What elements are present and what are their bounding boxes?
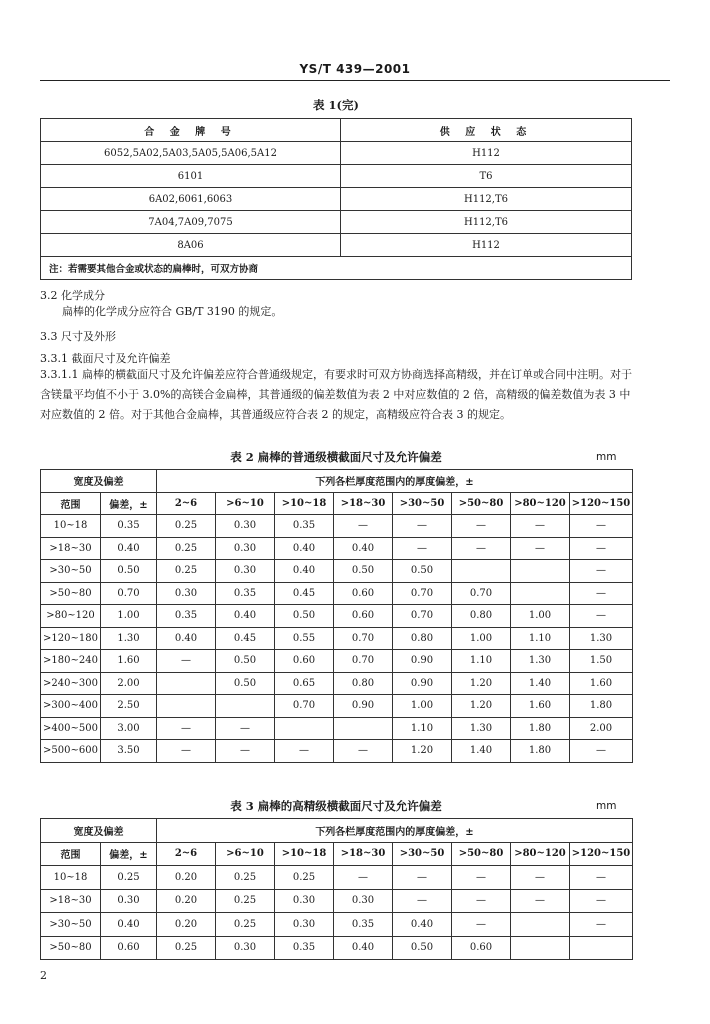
table2-cell: 2.50: [101, 695, 157, 718]
table2-cell: 0.40: [275, 537, 334, 560]
table2-cell: —: [275, 740, 334, 763]
table2-cell: —: [452, 515, 511, 538]
table3-cell: —: [570, 866, 633, 890]
table2-cell: 1.80: [511, 717, 570, 740]
table2-width-group-header: 宽度及偏差: [41, 470, 157, 493]
table2-header-cell: >10~18: [275, 492, 334, 515]
table3-group-header-row: [41, 819, 633, 843]
table2-cell: 0.50: [393, 560, 452, 583]
table2-cell: 0.80: [334, 672, 393, 695]
table1-col-alloy: 合 金 牌 号: [41, 119, 341, 142]
table2-caption: 表 2 扁棒的普通级横截面尺寸及允许偏差: [230, 450, 442, 464]
table2-header-cell: >6~10: [216, 492, 275, 515]
table1-cell: H112,T6: [341, 188, 632, 211]
table1-col-temper: 供 应 状 态: [341, 119, 632, 142]
table3-sub-header-row: [41, 842, 633, 866]
table2-row: [41, 515, 633, 538]
table3-header-cell: >50~80: [452, 842, 511, 866]
table2-cell: 10~18: [41, 515, 101, 538]
table2-cell: [511, 582, 570, 605]
table2-header-cell: 2~6: [157, 492, 216, 515]
table2-cell: —: [393, 537, 452, 560]
table2-cell: —: [452, 537, 511, 560]
table3-cell: —: [334, 866, 393, 890]
table2-header-cell: 范围: [41, 492, 101, 515]
table2-cell: [157, 695, 216, 718]
table1-header-row: [41, 119, 632, 142]
table3-row: [41, 889, 633, 913]
table2-header-cell: >30~50: [393, 492, 452, 515]
table2-cell: 0.25: [157, 515, 216, 538]
table3-cell: >50~80: [41, 936, 101, 960]
table3-cell: —: [570, 913, 633, 937]
table2-cell: >18~30: [41, 537, 101, 560]
table2-cell: 0.50: [334, 560, 393, 583]
table2-cell: 0.50: [216, 672, 275, 695]
table2-cell: —: [216, 740, 275, 763]
table2-cell: 0.40: [334, 537, 393, 560]
table2-cell: 1.10: [452, 650, 511, 673]
table2-cell: 0.60: [334, 605, 393, 628]
table2-cell: 0.35: [216, 582, 275, 605]
header-rule: [40, 80, 670, 81]
table2-header-cell: >120~150: [570, 492, 633, 515]
table2-row: [41, 740, 633, 763]
table3-header-cell: >30~50: [393, 842, 452, 866]
table1-row: [41, 234, 632, 257]
table3-cell: 0.25: [101, 866, 157, 890]
table3-cell: 0.35: [275, 936, 334, 960]
table2-row: [41, 717, 633, 740]
table2-cell: >180~240: [41, 650, 101, 673]
table3-cell: 0.25: [157, 936, 216, 960]
table2-cell: 1.20: [452, 672, 511, 695]
table2-cell: 0.60: [275, 650, 334, 673]
table2-cell: 1.40: [511, 672, 570, 695]
table3-cell: 0.40: [101, 913, 157, 937]
table2-header-cell: >18~30: [334, 492, 393, 515]
table2-row: [41, 695, 633, 718]
table3-body: [41, 866, 633, 960]
table3-cell: —: [511, 866, 570, 890]
table1-cell: H112: [341, 234, 632, 257]
table2-cell: 0.50: [216, 650, 275, 673]
table2-cell: —: [157, 740, 216, 763]
table2-cell: 1.00: [452, 627, 511, 650]
table2-cell: 1.30: [452, 717, 511, 740]
table2-cell: 0.30: [216, 537, 275, 560]
table2-row: [41, 537, 633, 560]
section-3-3-1-title: 3.3.1 截面尺寸及允许偏差: [40, 352, 171, 365]
table3-cell: 0.30: [334, 889, 393, 913]
table3: [40, 818, 633, 960]
table3-cell: —: [452, 889, 511, 913]
table2-cell: >500~600: [41, 740, 101, 763]
table2-row: [41, 672, 633, 695]
table2-cell: 1.30: [101, 627, 157, 650]
table3-cell: —: [393, 866, 452, 890]
table2-cell: —: [511, 537, 570, 560]
table2-cell: —: [216, 717, 275, 740]
table2-cell: 0.65: [275, 672, 334, 695]
table3-header-cell: >10~18: [275, 842, 334, 866]
table2-cell: 1.10: [393, 717, 452, 740]
table2-row: [41, 560, 633, 583]
table3-cell: —: [570, 889, 633, 913]
table3-cell: —: [511, 889, 570, 913]
table3-row: [41, 913, 633, 937]
table3-row: [41, 936, 633, 960]
section-3-3-title: 3.3 尺寸及外形: [40, 330, 116, 343]
table2-cell: —: [157, 717, 216, 740]
table2-cell: 1.60: [101, 650, 157, 673]
table2-cell: 0.70: [334, 650, 393, 673]
table2-cell: —: [570, 740, 633, 763]
table3-cell: 0.40: [393, 913, 452, 937]
table2-cell: 1.00: [393, 695, 452, 718]
table2-cell: 0.45: [216, 627, 275, 650]
table3-cell: 0.40: [334, 936, 393, 960]
table2-cell: 1.50: [570, 650, 633, 673]
table2-cell: 0.70: [393, 605, 452, 628]
table2-cell: 0.90: [334, 695, 393, 718]
table3-cell: 0.30: [275, 913, 334, 937]
table2: [40, 469, 633, 763]
table2-cell: 1.20: [393, 740, 452, 763]
table2-cell: 0.40: [157, 627, 216, 650]
table2-cell: >120~180: [41, 627, 101, 650]
table2-cell: [334, 717, 393, 740]
table2-cell: 0.80: [393, 627, 452, 650]
table3-cell: [511, 936, 570, 960]
table3-header-cell: >80~120: [511, 842, 570, 866]
table2-cell: 2.00: [570, 717, 633, 740]
table2-cell: 1.80: [511, 740, 570, 763]
table2-cell: [275, 717, 334, 740]
table3-cell: 0.25: [216, 889, 275, 913]
table2-cell: 0.90: [393, 672, 452, 695]
table2-cell: 3.00: [101, 717, 157, 740]
table2-cell: 0.50: [275, 605, 334, 628]
table1-cell: 7A04,7A09,7075: [41, 211, 341, 234]
table3-cell: 0.25: [275, 866, 334, 890]
table2-cell: [511, 560, 570, 583]
table3-thickness-group-header: 下列各栏厚度范围内的厚度偏差，±: [157, 819, 633, 843]
table1-row: [41, 142, 632, 165]
table3-cell: —: [393, 889, 452, 913]
table3-cell: >18~30: [41, 889, 101, 913]
table2-cell: —: [157, 650, 216, 673]
table2-cell: >80~120: [41, 605, 101, 628]
table3-cell: —: [452, 913, 511, 937]
table2-cell: 0.35: [101, 515, 157, 538]
table3-cell: 0.20: [157, 866, 216, 890]
table1-cell: 6052,5A02,5A03,5A05,5A06,5A12: [41, 142, 341, 165]
table2-thickness-group-header: 下列各栏厚度范围内的厚度偏差，±: [157, 470, 633, 493]
table2-cell: 0.30: [216, 560, 275, 583]
table2-cell: —: [570, 515, 633, 538]
table2-cell: —: [334, 515, 393, 538]
table1-cell: 6101: [41, 165, 341, 188]
table2-cell: 1.30: [511, 650, 570, 673]
section-3-2-title: 3.2 化学成分: [40, 289, 105, 302]
table3-header-cell: >6~10: [216, 842, 275, 866]
table2-cell: [157, 672, 216, 695]
table3-header-cell: 2~6: [157, 842, 216, 866]
table1-row: [41, 188, 632, 211]
table2-cell: 2.00: [101, 672, 157, 695]
table2-row: [41, 605, 633, 628]
table3-cell: 10~18: [41, 866, 101, 890]
table2-cell: 0.60: [334, 582, 393, 605]
table2-cell: 0.30: [216, 515, 275, 538]
table2-cell: 0.40: [275, 560, 334, 583]
table3-cell: —: [452, 866, 511, 890]
table2-cell: 0.80: [452, 605, 511, 628]
section-3-3-1-1-text: 3.3.1.1 扁棒的横截面尺寸及允许偏差应符合普通级规定，有要求时可双方协商选择高精级，并在订单或合同中注明。对于含镁量平均值不小于 3.0%的高镁合金扁棒，其普通级的偏差数值为表 2 中对应数值的 2 倍，高精级的偏差数值为表 3 中对应数值的 2 倍。对于其他合金扁棒，其普通级应符合表 2 的规定，高精级应符合表 3 的规定。: [40, 368, 632, 421]
table2-cell: 0.55: [275, 627, 334, 650]
table2-cell: 3.50: [101, 740, 157, 763]
table3-cell: 0.30: [216, 936, 275, 960]
table2-cell: 0.40: [101, 537, 157, 560]
table2-unit: mm: [596, 451, 617, 463]
table1-row: [41, 211, 632, 234]
table2-cell: 0.70: [275, 695, 334, 718]
table3-cell: 0.60: [101, 936, 157, 960]
table2-row: [41, 582, 633, 605]
table2-cell: —: [511, 515, 570, 538]
table2-cell: 1.60: [570, 672, 633, 695]
table3-header-cell: >120~150: [570, 842, 633, 866]
table2-cell: 0.35: [275, 515, 334, 538]
table3-cell: 0.30: [275, 889, 334, 913]
table2-cell: 0.70: [393, 582, 452, 605]
table3-header-cell: 偏差，±: [101, 842, 157, 866]
table3-header-cell: 范围: [41, 842, 101, 866]
table1-cell: H112: [341, 142, 632, 165]
table3-cell: 0.25: [216, 913, 275, 937]
table2-group-header-row: [41, 470, 633, 493]
table2-cell: —: [570, 537, 633, 560]
table1-note-row: [41, 257, 632, 280]
table2-cell: —: [334, 740, 393, 763]
table2-cell: —: [393, 515, 452, 538]
table2-cell: >50~80: [41, 582, 101, 605]
table2-cell: >30~50: [41, 560, 101, 583]
table2-cell: 0.25: [157, 537, 216, 560]
table2-cell: 0.40: [216, 605, 275, 628]
table1-cell: H112,T6: [341, 211, 632, 234]
table3-cell: 0.60: [452, 936, 511, 960]
table2-cell: 1.20: [452, 695, 511, 718]
table3-unit: mm: [596, 800, 617, 812]
table2-cell: 0.45: [275, 582, 334, 605]
table2-header-cell: >50~80: [452, 492, 511, 515]
table2-cell: 0.70: [334, 627, 393, 650]
table3-cell: 0.25: [216, 866, 275, 890]
table2-cell: 1.00: [101, 605, 157, 628]
standard-code-header: YS/T 439—2001: [299, 62, 411, 76]
table2-cell: 1.80: [570, 695, 633, 718]
table2-cell: 1.30: [570, 627, 633, 650]
table3-cell: 0.35: [334, 913, 393, 937]
table2-header-cell: >80~120: [511, 492, 570, 515]
table2-row: [41, 650, 633, 673]
table2-cell: —: [570, 560, 633, 583]
table1-cell: 8A06: [41, 234, 341, 257]
table1-caption: 表 1(完): [313, 98, 359, 112]
table2-cell: >240~300: [41, 672, 101, 695]
table2-cell: —: [570, 582, 633, 605]
table2-cell: >400~500: [41, 717, 101, 740]
table2-cell: 0.70: [101, 582, 157, 605]
table3-cell: [570, 936, 633, 960]
table2-body: [41, 515, 633, 763]
table3-cell: 0.20: [157, 889, 216, 913]
table3-width-group-header: 宽度及偏差: [41, 819, 157, 843]
table3-cell: 0.30: [101, 889, 157, 913]
table2-header-cell: 偏差，±: [101, 492, 157, 515]
table1-row: [41, 165, 632, 188]
table2-cell: 1.10: [511, 627, 570, 650]
table3-cell: 0.20: [157, 913, 216, 937]
table1: [40, 118, 632, 280]
table2-cell: 1.40: [452, 740, 511, 763]
table1-note: 注：若需要其他合金或状态的扁棒时，可双方协商: [41, 257, 632, 280]
table2-cell: —: [570, 605, 633, 628]
table2-cell: 0.30: [157, 582, 216, 605]
page-number: 2: [40, 969, 47, 982]
table2-sub-header-row: [41, 492, 633, 515]
table2-cell: 0.35: [157, 605, 216, 628]
table3-caption: 表 3 扁棒的高精级横截面尺寸及允许偏差: [230, 799, 442, 813]
table3-row: [41, 866, 633, 890]
table1-cell: T6: [341, 165, 632, 188]
table2-cell: 0.25: [157, 560, 216, 583]
section-3-2-text: 扁棒的化学成分应符合 GB/T 3190 的规定。: [62, 305, 283, 318]
table2-cell: 1.60: [511, 695, 570, 718]
table2-cell: [452, 560, 511, 583]
table1-cell: 6A02,6061,6063: [41, 188, 341, 211]
table3-cell: >30~50: [41, 913, 101, 937]
table3-cell: [511, 913, 570, 937]
table3-cell: 0.50: [393, 936, 452, 960]
table3-header-cell: >18~30: [334, 842, 393, 866]
table2-row: [41, 627, 633, 650]
table2-cell: 0.90: [393, 650, 452, 673]
table2-cell: 0.50: [101, 560, 157, 583]
table2-cell: 1.00: [511, 605, 570, 628]
table2-cell: 0.70: [452, 582, 511, 605]
table2-cell: >300~400: [41, 695, 101, 718]
table2-cell: [216, 695, 275, 718]
